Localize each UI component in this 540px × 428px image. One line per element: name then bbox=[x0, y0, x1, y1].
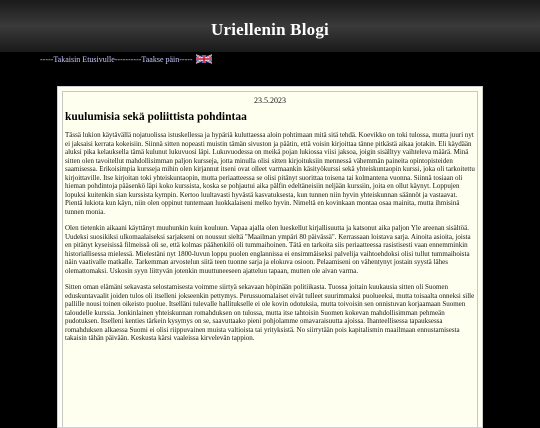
nav-bar bbox=[40, 52, 212, 66]
post-frame bbox=[62, 91, 478, 427]
site-header bbox=[0, 0, 540, 52]
post-paragraph: Sitten oman elämäni sekavasta selostamisesta voimme siirtyä sekavaan höpinään politiikasta. Tuossa joitain kuukausia sitten oli Suomen eduskuntavaalit joiden tulos oli itselleni jokseenkin pettymys. Perussuomalaiset eivät tulleet suurimmaksi puolueeksi, mutta toisaalta onneksi sille pallille nousi toinen oikeisto puolue. Itselläni tulevalle hallitukselle ei ole kovin odotuksia, mutta toivoisin sen onnistuvan korjaamaan Suomen taloudelle kurssia. Jonkinlainen yhteiskunnan romahduksen on tulossa, mutta itse tahtoisin Suomen kokevan mahdollisimman pehmeän pudotuksen. Itselleni kenties tärkein kysymys on se, saavuttaako pieni pohjolamme omavaraisuutta ajoissa. Ihanteellisessa tapauksessa romahduksen alkaessa Suomi ei olisi riippuvainen muista valtioista tai yrityksistä. No siirrytään pois kapitalismin maailmaan ennustamisesta takaisin tähän päivään. Keskusta kärsi vaaleissa kirvelevän tappion. bbox=[65, 283, 475, 342]
blog-post bbox=[57, 86, 483, 428]
post-paragraph: Tässä lukion käytävällä nojatuolissa istuskellessa ja hypäriä kuluttaessa aloin pohtimaan mitä sitä tehdä. Koevikko on toki tulossa, mutta juuri nyt ei jaksaisi kerrata kokeisiin. Siinnä sitten nopeasti muistin tämän sivuston ja päätin, että voisin kirjoittaa tänne pitkästä aikaa jotakin. Eli käydään aluksi pika kelauksella tämä kulunut lukuvuosi läpi. Lukuvuodessa on meikä pojan lukiossa viisi jaksoa, joigin sisälltyy vaihteleva määrä. Minä sitten olen tavoitellut mahdollisimman paljon kursseja, jotta minulla olisi sitten kirjoituksiin mennessä vähemmän paineita opintopisteiden saamisessa. Erikoisimpia kursseja mihin olen kirjannut itseni ovat olleet varmaankin käsityökurssi sekä yhteiskuntaopin kurssi, joka oli tarkoitettu kirjoittaville. Itse kirjoitan toki yhteiskuntaopin, mutta periaatteessa se olisi pitänyt suorittaa toisena tai kolmantena vuonna. Siinnä tosiaan oli hieman pohdintoja pääsenkö läpi koko kurssista, koska se pohjautui aika pälfin edeltäneisiin neljään kurssiin, joita en ollut käynyt. Loppujen lopuksi kuitenkin sian kurssista kympin. Kertoo luultavasti hyvästä kasvatuksesta, kun tunnen niin hyvin yhteiskunnan säännöt ja vastaavat. Pientä lukiota kun käyn, niin olen oppinut tuntemaan luokkalaiseni melko hyvin. Nimeltä en kovinkaan montaa osaa mainita, mutta ihmisinä tunnen monia. bbox=[65, 131, 475, 216]
post-title: kuulumisia sekä poliittista pohdintaa bbox=[65, 111, 247, 123]
site-title[interactable]: Uriellenin Blogi bbox=[211, 20, 329, 39]
previous-page-link[interactable]: -----Taakse päin----- bbox=[128, 54, 193, 64]
post-date: 23.5.2023 bbox=[254, 96, 286, 105]
post-paragraph: Olen tietenkin aikaani käyttänyt muuhunkin kuin kouluun. Vapaa ajalla olen lueskellut kirjallisuutta ja katsonut aika paljon Yle areenan sisältöä. Uudeksi suosikiksi ulkomaalaiseksi sarjakseni on noussut sieltä "Maailman ympäri 80 päivässä". Kerrassaan loistava sarja. Ainoita asioita, joista en pitänyt kyseisissä filmeissä oli se, että kolmas päähenkilö oli tummaihoinen. Tätä en tarkoita siis periaatteessa rasistisesti vaan ennemminkin historiallisessa mielessä. Mielestäni nyt 1800-luvun loppu puolen englannissa ei ensimmäiseksi palvelija vaihtoehdoksi olisi tullut tummaihoista näin vaativalle matkalle. Tarkemman arvostelun siitä teen tuonne sarja ja elokuva osioon. Pelaamiseni on vähentynyt jostain syystä lähes olemattomaksi. Uskosin syyn liittyvän jotenkin muuttuneeseen ajatteluu tapaan, mutten ole aivan varma. bbox=[65, 224, 471, 275]
back-to-home-link[interactable]: -----Takaisin Etusivulle----- bbox=[40, 54, 129, 64]
uk-flag-icon[interactable] bbox=[196, 54, 212, 64]
